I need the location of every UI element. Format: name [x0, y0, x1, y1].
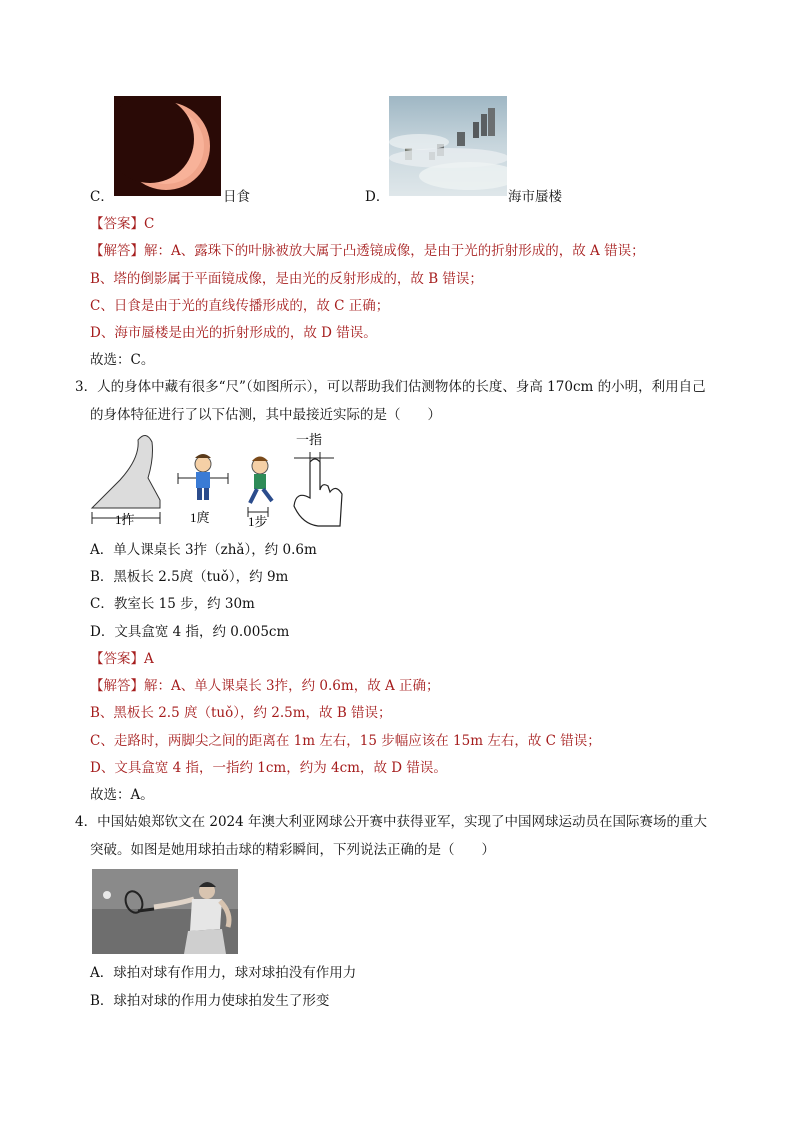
q3-option-c: C．教室长 15 步，约 30m: [90, 596, 255, 612]
q4-option-a: A．球拍对球有作用力，球对球拍没有作用力: [90, 965, 357, 981]
q2-analysis-4: D、海市蜃楼是由光的折射形成的，故 D 错误。: [90, 325, 377, 341]
q3-analysis-1: 【解答】解：A、单人课桌长 3拃，约 0.6m，故 A 正确；: [90, 678, 440, 694]
tennis-player-photo: [92, 869, 238, 954]
q3-analysis-4: D、文具盒宽 4 指，一指约 1cm，约为 4cm，故 D 错误。: [90, 760, 447, 776]
option-d-caption: 海市蜃楼: [508, 189, 562, 205]
label-zha: 1拃: [115, 512, 135, 527]
q3-analysis-3: C、走路时，两脚尖之间的距离在 1m 左右，15 步幅应该在 15m 左右，故 C 错误；: [90, 733, 601, 749]
label-bu: 1步: [248, 514, 268, 529]
q2-analysis-2: B、塔的倒影属于平面镜成像，是由光的反射形成的，故 B 错误；: [90, 271, 483, 287]
q4-option-b: B．球拍对球的作用力使球拍发生了形变: [90, 993, 330, 1009]
q4-stem-1: 4．中国姑娘郑钦文在 2024 年澳大利亚网球公开赛中获得亚军，实现了中国网球运动员在国际赛场的重大: [75, 814, 708, 830]
q2-analysis-1: 【解答】解：A、露珠下的叶脉被放大属于凸透镜成像，是由于光的折射形成的，故 A 错误；: [90, 243, 645, 259]
option-c-letter: C．: [90, 189, 114, 205]
q2-analysis-3: C、日食是由于光的直线传播形成的，故 C 正确；: [90, 298, 390, 314]
q3-stem-2: 的身体特征进行了以下估测，其中最接近实际的是（ ）: [90, 407, 441, 423]
mirage-image: [389, 96, 507, 196]
q3-analysis-2: B、黑板长 2.5 庹（tuǒ），约 2.5m，故 B 错误；: [90, 705, 392, 721]
q2-answer: 【答案】C: [90, 216, 155, 232]
eclipse-image: [114, 96, 221, 196]
option-c-caption: 日食: [223, 189, 250, 205]
q3-option-d: D．文具盒宽 4 指，约 0.005cm: [90, 624, 290, 640]
q4-stem-2: 突破。如图是她用球拍击球的精彩瞬间，下列说法正确的是（ ）: [90, 842, 495, 858]
q2-conclusion: 故选：C。: [90, 352, 155, 368]
q3-stem-1: 3．人的身体中藏有很多“尺”（如图所示），可以帮助我们估测物体的长度、身高 170cm 的小明，利用自己: [75, 379, 706, 395]
option-d-letter: D．: [365, 189, 390, 205]
q3-answer: 【答案】A: [90, 651, 154, 667]
body-ruler-figure: [90, 428, 352, 532]
q3-option-b: B．黑板长 2.5庹（tuǒ），约 9m: [90, 569, 289, 585]
q3-conclusion: 故选：A。: [90, 787, 154, 803]
label-tuo: 1庹: [190, 510, 210, 525]
label-zhi: 一指: [296, 432, 323, 447]
q3-option-a: A．单人课桌长 3拃（zhǎ），约 0.6m: [90, 542, 317, 558]
